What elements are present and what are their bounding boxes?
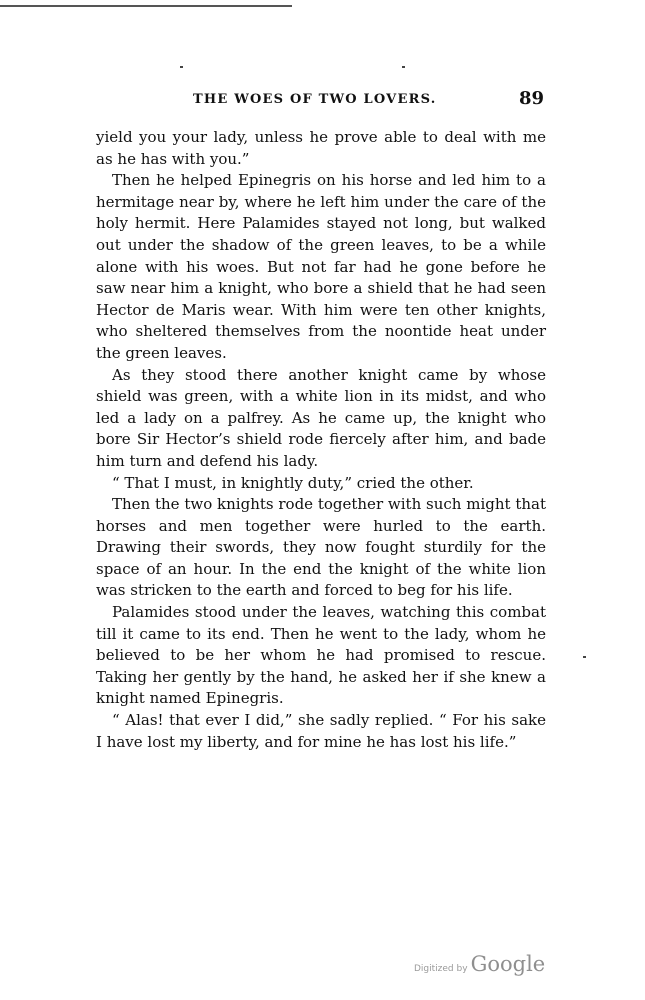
paragraph: Then the two knights rode together with such might that horses and men together were hurled to the earth. Drawing their swords, they now fought sturdily for the space of an hour. In the end the knight of the white lion was stricken to the earth and forced to beg for his life.	[96, 495, 546, 600]
paragraph: Then he helped Epinegris on his horse and led him to a hermitage near by, where he left him under the care of the holy hermit. Here Palamides stayed not long, but walked out under the shadow of the green leaves, to be a while alone with his woes. But not far had he gone before he saw near him a knight, who bore a shield that he had seen Hector de Maris wear. With him were ten other knights, who sheltered themselves from the noontide heat under the green leaves.	[96, 171, 546, 362]
paragraph: “ Alas! that ever I did,” she sadly replied. “ For his sake I have lost my liberty, and for mine he has lost his life.”	[96, 711, 546, 751]
watermark-prefix: Digitized by	[414, 964, 468, 974]
digitized-watermark	[414, 952, 545, 978]
paragraph: “ That I must, in knightly duty,” cried the other.	[112, 473, 474, 492]
body-text	[96, 127, 546, 753]
paragraph: Palamides stood under the leaves, watching this combat till it came to its end. Then he went to the lady, whom he believed to be her whom he had promised to rescue. Taking her gently by the hand, he asked her if she knew a knight named Epinegris.	[96, 603, 546, 708]
running-title: THE WOES OF TWO LOVERS.	[193, 92, 437, 107]
google-logo: Google	[470, 952, 546, 976]
page-number: 89	[518, 88, 544, 109]
scan-speck	[402, 66, 405, 68]
page-header	[96, 88, 546, 114]
scan-speck	[180, 66, 183, 68]
top-scan-rule	[0, 5, 292, 7]
paragraph: As they stood there another knight came by whose shield was green, with a white lion in its midst, and who led a lady on a palfrey. As he came up, the knight who bore Sir Hector’s shield rode fiercely after him, and bade him turn and defend his lady.	[96, 365, 546, 470]
paragraph: yield you your lady, unless he prove able to deal with me as he has with you.”	[96, 128, 546, 168]
scan-speck	[583, 656, 586, 658]
